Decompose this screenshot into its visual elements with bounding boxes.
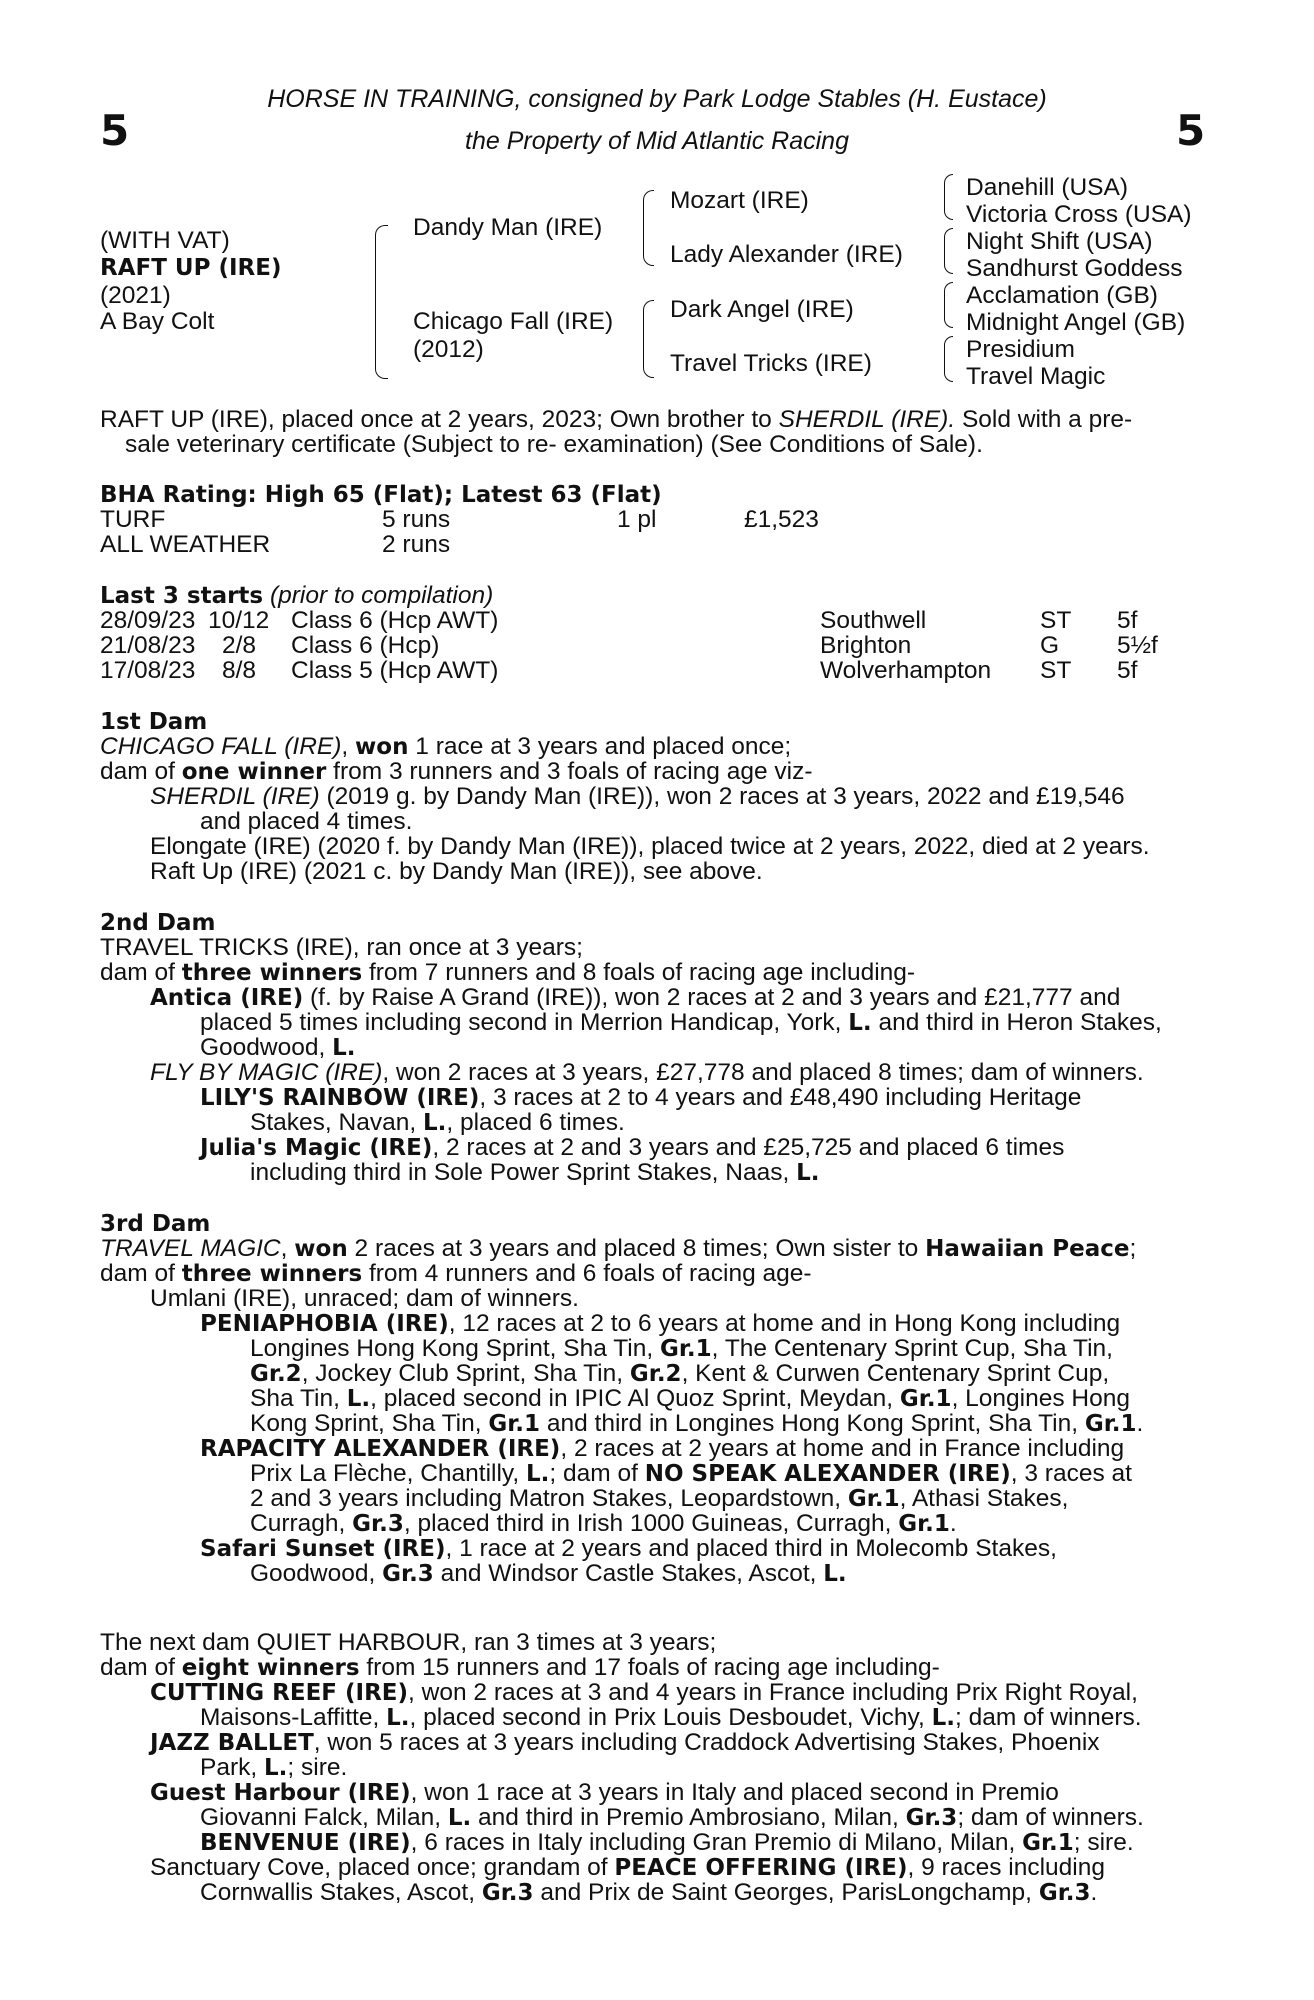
- dam2-antica-3: Goodwood, L.: [200, 1034, 356, 1061]
- rating-row-runs: 2 runs: [382, 531, 451, 558]
- nextdam-guest-harbour-1: Guest Harbour (IRE), won 1 race at 3 years in Italy and placed second in Premio: [150, 1779, 1059, 1806]
- start-distance: 5½f: [1117, 632, 1158, 659]
- lot-number-left: 5: [100, 106, 130, 155]
- pedigree-sire-dam: Lady Alexander (IRE): [670, 241, 903, 268]
- pedigree-sire-sire: Mozart (IRE): [670, 187, 809, 214]
- dam1-entry-2: Elongate (IRE) (2020 f. by Dandy Man (IRE)), placed twice at 2 years, 2022, died at 2 years.: [150, 833, 1150, 860]
- pedigree-sire: Dandy Man (IRE): [413, 214, 603, 241]
- rating-row-surface: TURF: [100, 506, 166, 533]
- dam3-rapacity-3: 2 and 3 years including Matron Stakes, Leopardstown, Gr.1, Athasi Stakes,: [250, 1485, 1069, 1512]
- dam2-flybymagic: FLY BY MAGIC (IRE), won 2 races at 3 years, £27,778 and placed 8 times; dam of winners.: [150, 1059, 1144, 1086]
- start-distance: 5f: [1117, 607, 1138, 634]
- nextdam-line-2: dam of eight winners from 15 runners and 17 foals of racing age including-: [100, 1654, 940, 1681]
- pedigree-g3-2: Victoria Cross (USA): [966, 201, 1192, 228]
- pedigree-dam-year: (2012): [413, 336, 484, 363]
- start-position: 2/8: [222, 632, 257, 659]
- lot-number-right: 5: [1176, 106, 1206, 155]
- pedigree-g3-1: Danehill (USA): [966, 174, 1129, 201]
- pedigree-g3-6: Midnight Angel (GB): [966, 309, 1186, 336]
- pedigree-dam-dam: Travel Tricks (IRE): [670, 350, 872, 377]
- summary-line-2: sale veterinary certificate (Subject to re- examination) (See Conditions of Sale).: [125, 431, 983, 458]
- dam2-line-2: dam of three winners from 7 runners and 8 foals of racing age including-: [100, 959, 916, 986]
- dam2-line-1: TRAVEL TRICKS (IRE), ran once at 3 years;: [100, 934, 583, 961]
- pedigree-brace-g4: [944, 336, 953, 382]
- start-going: ST: [1040, 657, 1072, 684]
- pedigree-brace-sire: [643, 190, 654, 266]
- start-date: 28/09/23: [100, 607, 196, 634]
- dam1-entry-3: Raft Up (IRE) (2021 c. by Dandy Man (IRE)), see above.: [150, 858, 763, 885]
- last-starts-title: Last 3 starts (prior to compilation): [100, 582, 494, 609]
- dam3-title: 3rd Dam: [100, 1211, 211, 1237]
- nextdam-jazz-ballet-1: JAZZ BALLET, won 5 races at 3 years including Craddock Advertising Stakes, Phoenix: [150, 1729, 1100, 1756]
- rating-row-surface: ALL WEATHER: [100, 531, 271, 558]
- nextdam-sanctuary-cove-1: Sanctuary Cove, placed once; grandam of PEACE OFFERING (IRE), 9 races including: [150, 1854, 1105, 1881]
- nextdam-sanctuary-cove-2: Cornwallis Stakes, Ascot, Gr.3 and Prix de Saint Georges, ParisLongchamp, Gr.3.: [200, 1879, 1098, 1906]
- start-distance: 5f: [1117, 657, 1138, 684]
- dam1-entry-1-cont: and placed 4 times.: [200, 808, 413, 835]
- dam1-line-2: dam of one winner from 3 runners and 3 foals of racing age viz-: [100, 758, 813, 785]
- dam2-title: 2nd Dam: [100, 910, 216, 936]
- header-line-1: HORSE IN TRAINING, consigned by Park Lodge Stables (H. Eustace): [267, 85, 1047, 113]
- dam2-julias-magic-1: Julia's Magic (IRE), 2 races at 2 and 3 years and £25,725 and placed 6 times: [200, 1134, 1065, 1161]
- dam3-line-1: TRAVEL MAGIC, won 2 races at 3 years and placed 8 times; Own sister to Hawaiian Peace;: [100, 1235, 1137, 1262]
- pedigree-brace-g2: [944, 228, 953, 274]
- dam2-antica-2: placed 5 times including second in Merrion Handicap, York, L. and third in Heron Stakes,: [200, 1009, 1162, 1036]
- dam2-antica-1: Antica (IRE) (f. by Raise A Grand (IRE)), won 2 races at 2 and 3 years and £21,777 and: [150, 984, 1121, 1011]
- start-course: Southwell: [820, 607, 927, 634]
- nextdam-cutting-reef-2: Maisons-Laffitte, L., placed second in Prix Louis Desboudet, Vichy, L.; dam of winners.: [200, 1704, 1142, 1731]
- start-race: Class 6 (Hcp): [291, 632, 440, 659]
- dam1-title: 1st Dam: [100, 709, 208, 735]
- pedigree-g3-4: Sandhurst Goddess: [966, 255, 1183, 282]
- pedigree-g3-7: Presidium: [966, 336, 1075, 363]
- pedigree-dam-sire: Dark Angel (IRE): [670, 296, 854, 323]
- pedigree-brace-g3: [944, 282, 953, 328]
- dam3-peniaphobia-5: Kong Sprint, Sha Tin, Gr.1 and third in Longines Hong Kong Sprint, Sha Tin, Gr.1.: [250, 1410, 1144, 1437]
- nextdam-guest-harbour-2: Giovanni Falck, Milan, L. and third in Premio Ambrosiano, Milan, Gr.3; dam of winners.: [200, 1804, 1144, 1831]
- rating-row-placed: 1 pl: [617, 506, 657, 533]
- nextdam-benvenue: BENVENUE (IRE), 6 races in Italy including Gran Premio di Milano, Milan, Gr.1; sire.: [200, 1829, 1134, 1856]
- dam3-safari-1: Safari Sunset (IRE), 1 race at 2 years and placed third in Molecomb Stakes,: [200, 1535, 1057, 1562]
- rating-row-money: £1,523: [744, 506, 819, 533]
- dam3-line-2: dam of three winners from 4 runners and 6 foals of racing age-: [100, 1260, 812, 1287]
- nextdam-line-1: The next dam QUIET HARBOUR, ran 3 times at 3 years;: [100, 1629, 717, 1656]
- dam3-umlani: Umlani (IRE), unraced; dam of winners.: [150, 1285, 579, 1312]
- start-going: G: [1040, 632, 1060, 659]
- start-date: 21/08/23: [100, 632, 196, 659]
- dam3-peniaphobia-2: Longines Hong Kong Sprint, Sha Tin, Gr.1, The Centenary Sprint Cup, Sha Tin,: [250, 1335, 1113, 1362]
- dam3-peniaphobia-1: PENIAPHOBIA (IRE), 12 races at 2 to 6 years at home and in Hong Kong including: [200, 1310, 1121, 1337]
- dam3-peniaphobia-3: Gr.2, Jockey Club Sprint, Sha Tin, Gr.2, Kent & Curwen Centenary Sprint Cup,: [250, 1360, 1110, 1387]
- start-course: Wolverhampton: [820, 657, 992, 684]
- pedigree-brace-main: [375, 225, 388, 379]
- start-date: 17/08/23: [100, 657, 196, 684]
- rating-row-runs: 5 runs: [382, 506, 451, 533]
- nextdam-jazz-ballet-2: Park, L.; sire.: [200, 1754, 348, 1781]
- dam1-line-1: CHICAGO FALL (IRE), won 1 race at 3 years and placed once;: [100, 733, 792, 760]
- rating-title: BHA Rating: High 65 (Flat); Latest 63 (Flat): [100, 482, 662, 508]
- summary-line-1: RAFT UP (IRE), placed once at 2 years, 2023; Own brother to SHERDIL (IRE). Sold with a pre-: [100, 406, 1133, 433]
- start-position: 10/12: [208, 607, 270, 634]
- pedigree-dam: Chicago Fall (IRE): [413, 308, 614, 335]
- pedigree-brace-dam: [643, 300, 654, 378]
- start-course: Brighton: [820, 632, 912, 659]
- dam2-lilys-rainbow-1: LILY'S RAINBOW (IRE), 3 races at 2 to 4 years and £48,490 including Heritage: [200, 1084, 1082, 1111]
- dam3-peniaphobia-4: Sha Tin, L., placed second in IPIC Al Quoz Sprint, Meydan, Gr.1, Longines Hong: [250, 1385, 1131, 1412]
- dam2-lilys-rainbow-2: Stakes, Navan, L., placed 6 times.: [250, 1109, 625, 1136]
- pedigree-brace-g1: [944, 174, 953, 220]
- header-line-2: the Property of Mid Atlantic Racing: [465, 127, 849, 155]
- dam3-safari-2: Goodwood, Gr.3 and Windsor Castle Stakes, Ascot, L.: [250, 1560, 847, 1587]
- dam1-entry-1: SHERDIL (IRE) (2019 g. by Dandy Man (IRE)), won 2 races at 3 years, 2022 and £19,546: [150, 783, 1125, 810]
- dam2-julias-magic-2: including third in Sole Power Sprint Stakes, Naas, L.: [250, 1159, 820, 1186]
- vat-note: (WITH VAT): [100, 227, 230, 254]
- dam3-rapacity-2: Prix La Flèche, Chantilly, L.; dam of NO SPEAK ALEXANDER (IRE), 3 races at: [250, 1460, 1132, 1487]
- pedigree-g3-3: Night Shift (USA): [966, 228, 1153, 255]
- start-going: ST: [1040, 607, 1072, 634]
- dam3-rapacity-4: Curragh, Gr.3, placed third in Irish 1000 Guineas, Curragh, Gr.1.: [250, 1510, 957, 1537]
- dam3-rapacity-1: RAPACITY ALEXANDER (IRE), 2 races at 2 years at home and in France including: [200, 1435, 1125, 1462]
- horse-description: A Bay Colt: [100, 308, 215, 335]
- pedigree-g3-8: Travel Magic: [966, 363, 1106, 390]
- start-position: 8/8: [222, 657, 257, 684]
- horse-name: RAFT UP (IRE): [100, 255, 282, 281]
- start-race: Class 6 (Hcp AWT): [291, 607, 499, 634]
- nextdam-cutting-reef-1: CUTTING REEF (IRE), won 2 races at 3 and 4 years in France including Prix Right Royal,: [150, 1679, 1138, 1706]
- horse-year: (2021): [100, 282, 171, 309]
- pedigree-g3-5: Acclamation (GB): [966, 282, 1158, 309]
- start-race: Class 5 (Hcp AWT): [291, 657, 499, 684]
